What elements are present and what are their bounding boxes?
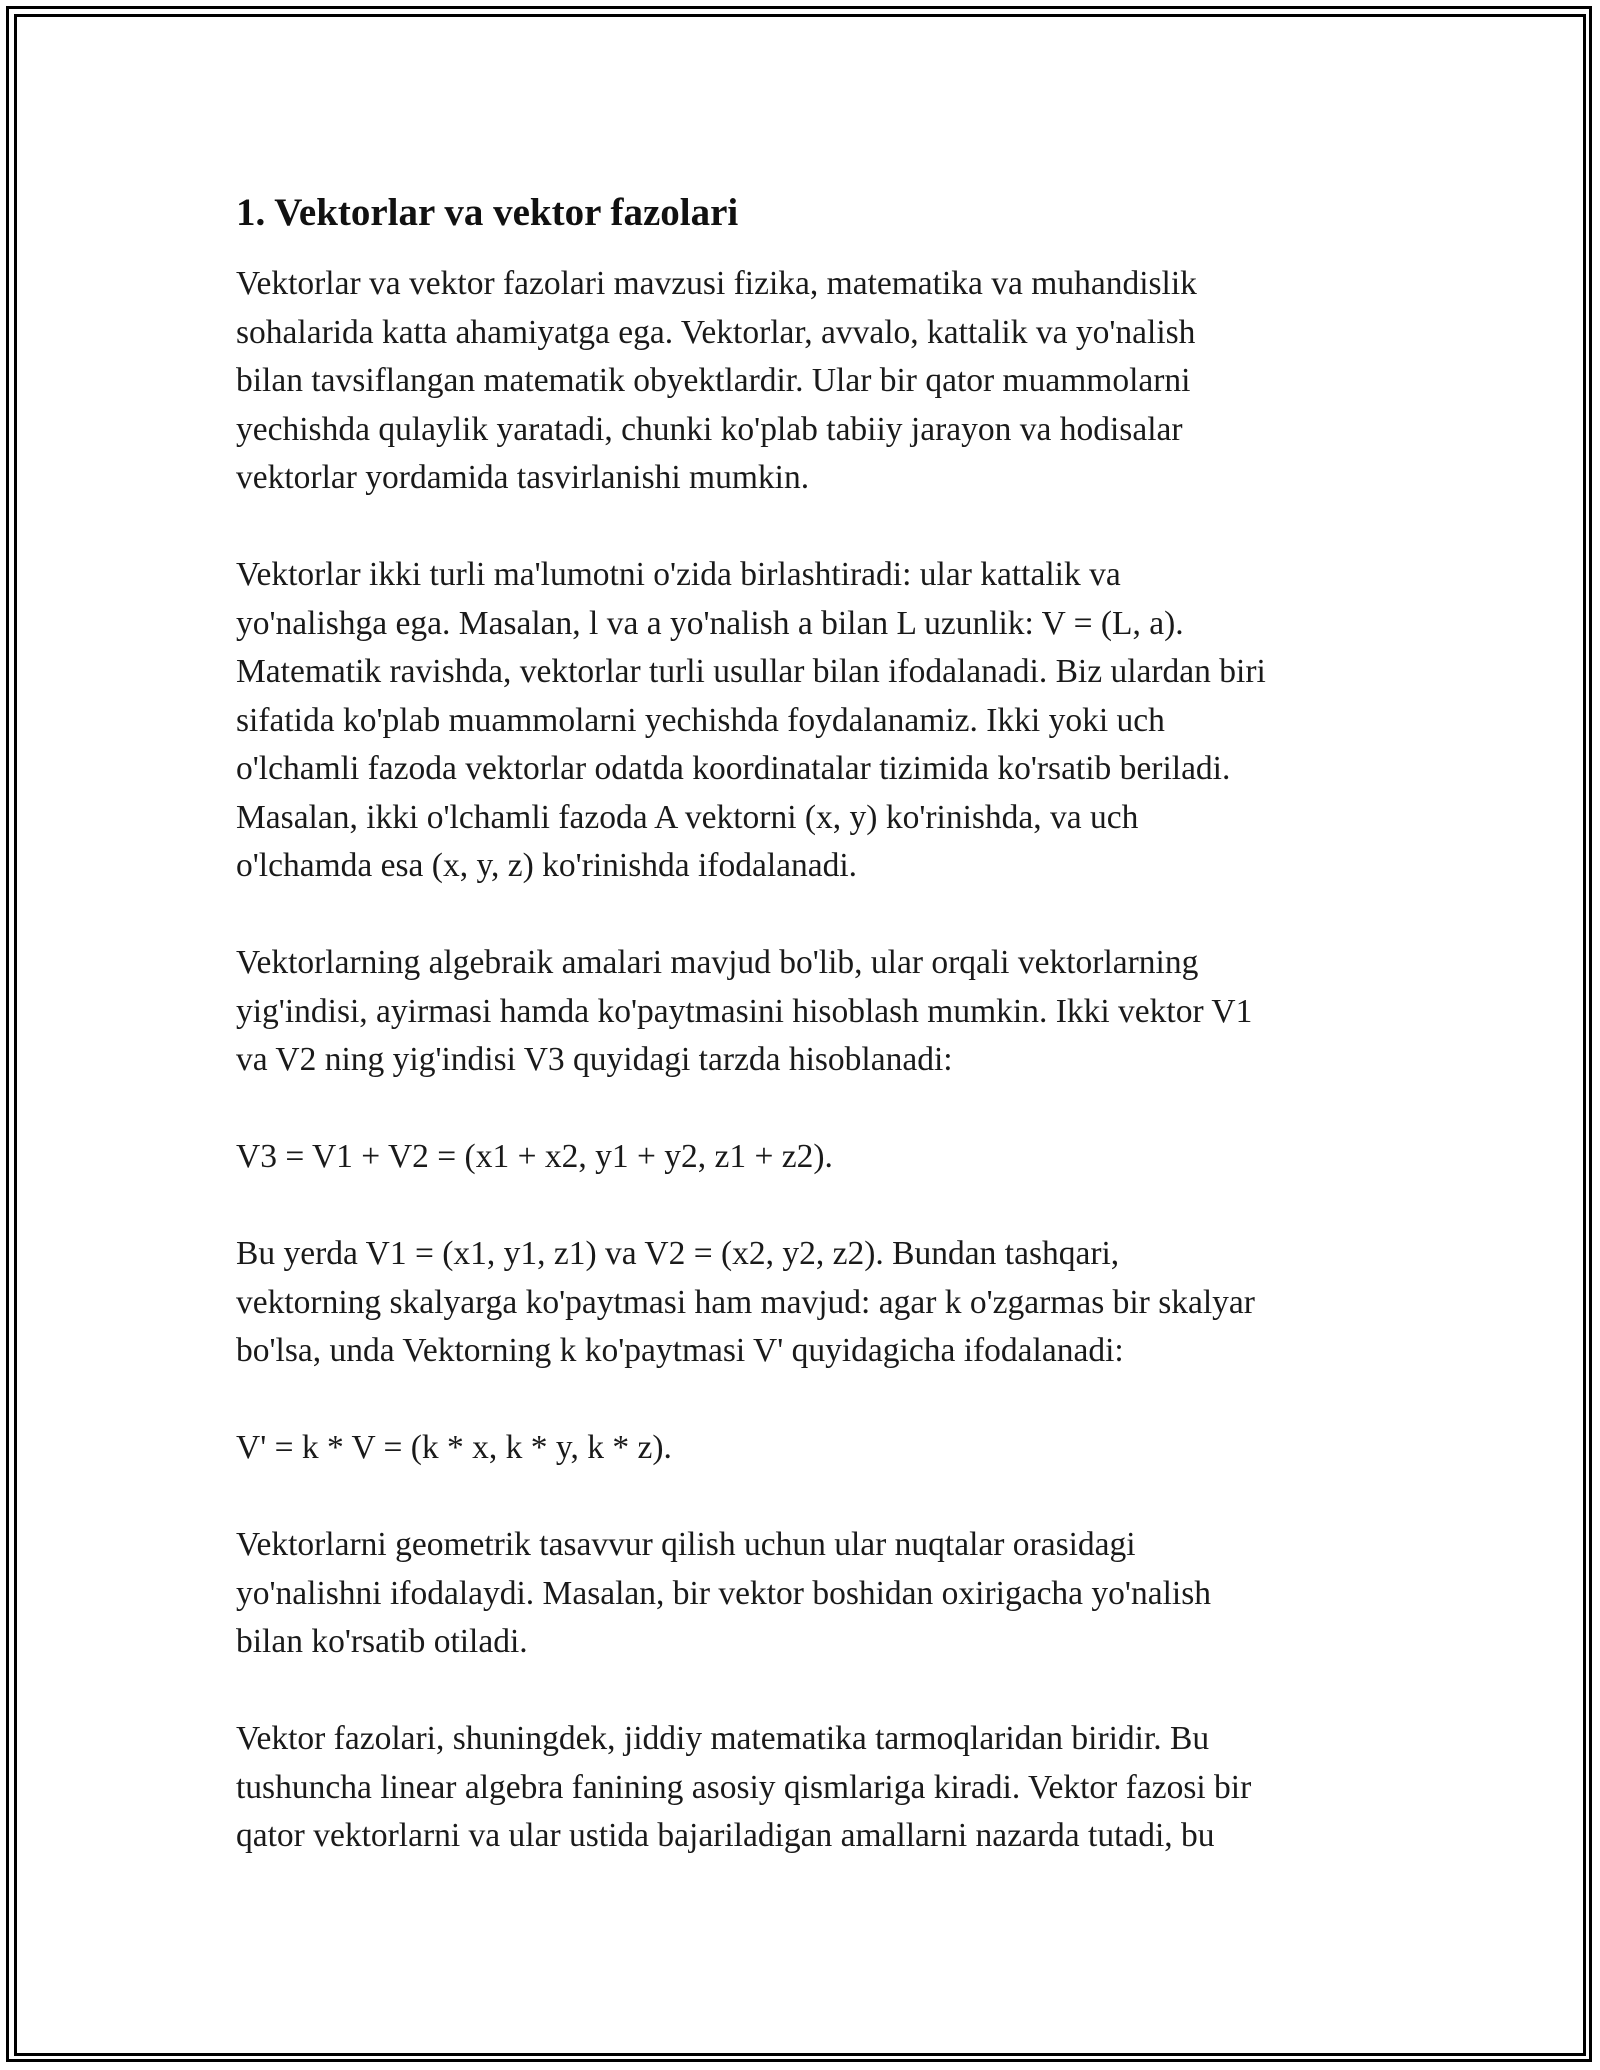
paragraph-vector-representation: Vektorlar ikki turli ma'lumotni o'zida birlashtiradi: ular kattalik va yo'nalishga ega. Masalan, l va a yo'nalish a bilan L uzunlik: V = (L, a). Matematik ravishda, vektorlar turli usullar bilan ifodalanadi. Biz ulardan biri sifatida ko'plab muammolarni yechishda foydalanamiz. Ikki yoki uch o'lchamli fazoda vektorlar odatda koordinatalar tizimida ko'rsatib beriladi. Masalan, ikki o'lchamli fazoda A vektorni (x, y) ko'rinishda, va uch o'lchamda esa (x, y, z) ko'rinishda ifodalanadi. bbox=[236, 556, 1266, 884]
formula-scalar-product: V' = k * V = (k * x, k * y, k * z). bbox=[236, 1429, 672, 1466]
document-page bbox=[236, 188, 1386, 1861]
paragraph-algebraic-operations: Vektorlarning algebraik amalari mavjud bo'lib, ular orqali vektorlarning yig'indisi, ayirmasi hamda ko'paytmasini hisoblash mumkin. Ikki vektor V1 va V2 ning yig'indisi V3 quyidagi tarzda hisoblanadi: bbox=[236, 944, 1253, 1078]
paragraph-geometric-view: Vektorlarni geometrik tasavvur qilish uchun ular nuqtalar orasidagi yo'nalishni ifodalaydi. Masalan, bir vektor boshidan oxirigacha yo'nalish bilan ko'rsatib otiladi. bbox=[236, 1526, 1211, 1660]
formula-vector-sum: V3 = V1 + V2 = (x1 + x2, y1 + y2, z1 + z2). bbox=[236, 1138, 833, 1175]
paragraph-scalar-multiplication: Bu yerda V1 = (x1, y1, z1) va V2 = (x2, y2, z2). Bundan tashqari, vektorning skalyarga ko'paytmasi ham mavjud: agar k o'zgarmas bir skalyar bo'lsa, unda Vektorning k ko'paytmasi V' quyidagicha ifodalanadi: bbox=[236, 1235, 1255, 1369]
paragraph-vector-spaces: Vektor fazolari, shuningdek, jiddiy matematika tarmoqlaridan biridir. Bu tushuncha linear algebra fanining asosiy qismlariga kiradi. Vektor fazosi bir qator vektorlarni va ular ustida bajariladigan amallarni nazarda tutadi, bu bbox=[236, 1720, 1252, 1854]
paragraph-intro: Vektorlar va vektor fazolari mavzusi fizika, matematika va muhandislik sohalarida katta ahamiyatga ega. Vektorlar, avvalo, kattalik va yo'nalish bilan tavsiflangan matematik obyektlardir. Ular bir qator muammolarni yechishda qulaylik yaratadi, chunki ko'plab tabiiy jarayon va hodisalar vektorlar yordamida tasvirlanishi mumkin. bbox=[236, 265, 1197, 496]
section-heading: 1. Vektorlar va vektor fazolari bbox=[236, 191, 739, 234]
